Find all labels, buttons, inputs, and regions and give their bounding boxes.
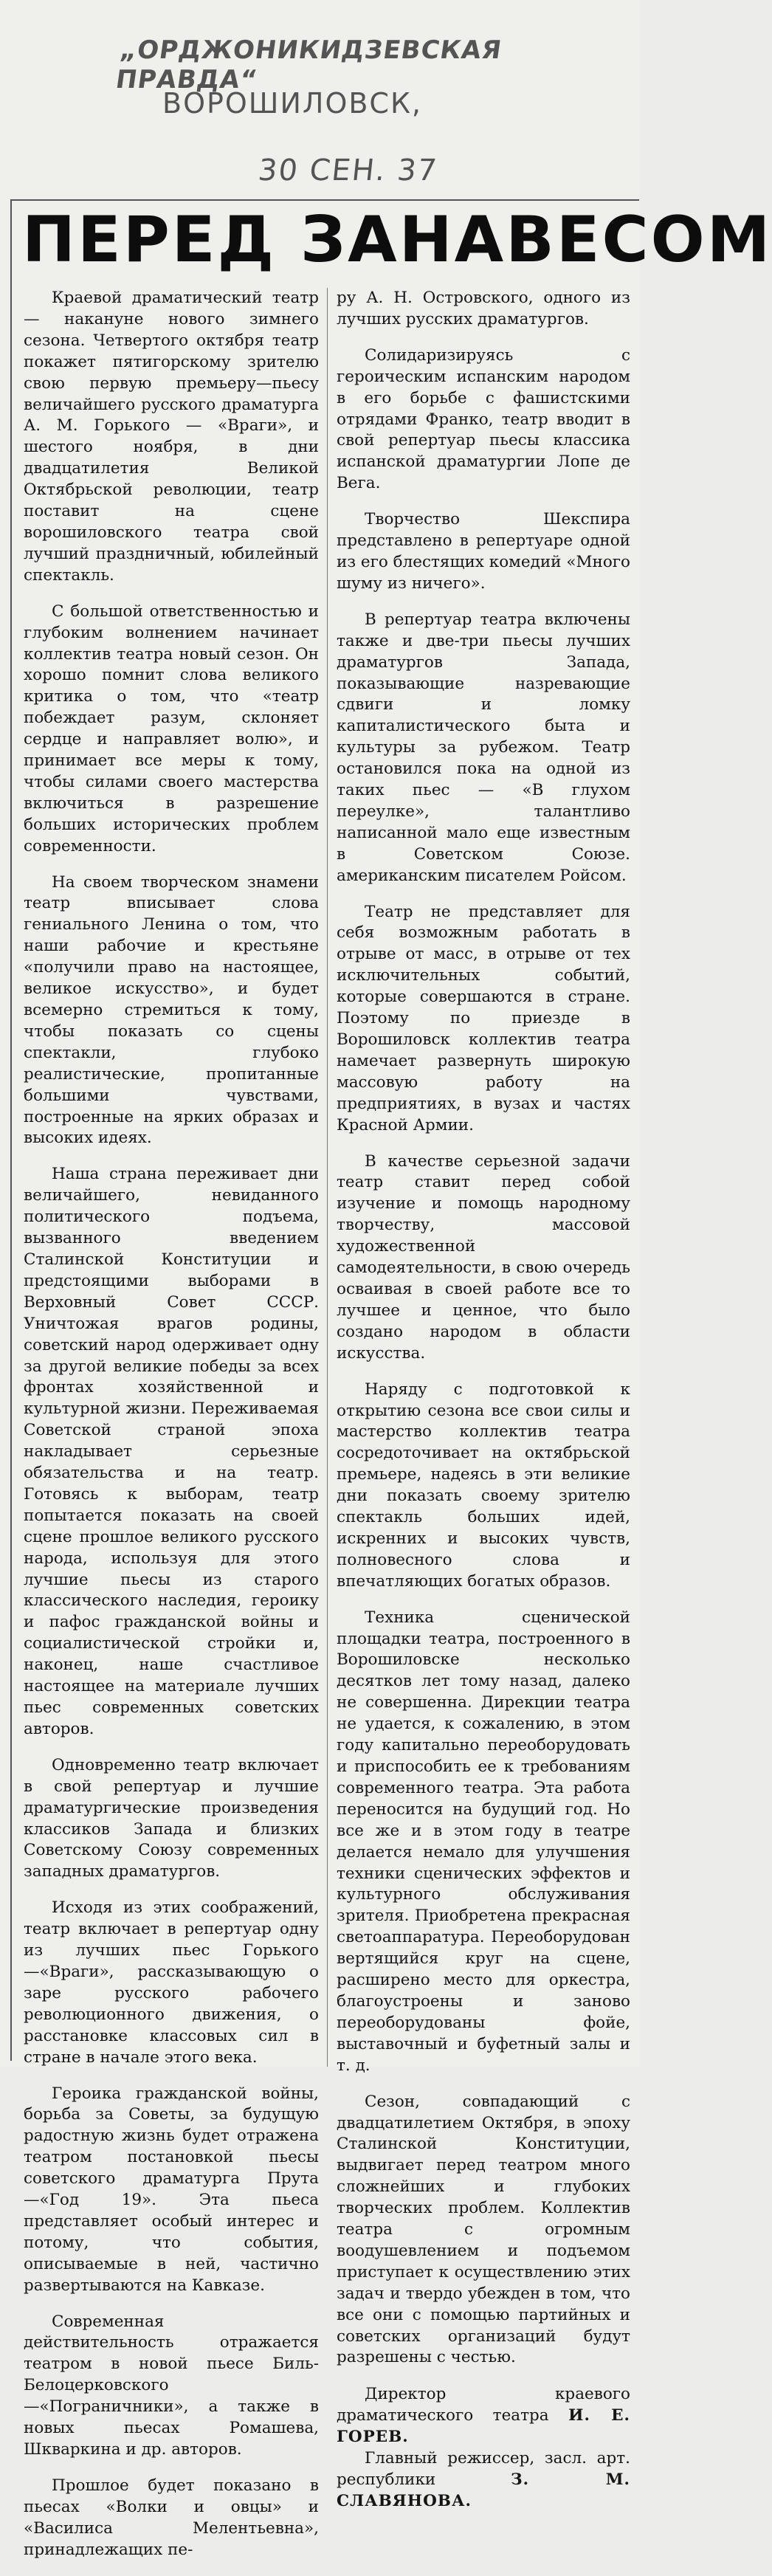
- paragraph: Героика гражданской войны, борьба за Советы, за будущую радостную жизнь будет отражена театром постановкой пьесы советского драматурга Прута—«Год 19». Эта пьеса представляет особый интерес и потому, что события, описываемые в ней, частично развертываются на Кавказе.: [24, 2084, 319, 2295]
- signature-block: [337, 2383, 630, 2512]
- paragraph: Современная действительность отражается театром в новой пьесе Биль-Белоцерковского—«Пограничники», а также в новых пьесах Ромашева, Шкваркина и др. авторов.: [24, 2312, 319, 2459]
- paragraph: ру А. Н. Островского, одного из лучших русских драматургов.: [337, 289, 630, 328]
- paragraph: Техника сценической площадки театра, построенного в Ворошиловске несколько десятков лет тому назад, далеко не совершенна. Дирекции театра не удается, к сожалению, в этом году капитально переоборудовать и приспособить ее к требованиям современного театра. Эта работа переносится на будущий год. Но все же и в этом году в театре делается немало для улучшения техники сценических эффектов и культурного обслуживания зрителя. Приобретена прекрасная светоаппаратура. Переоборудован вертящийся круг на сцене, расширено место для оркестра, благоустроены и заново переоборудованы фойе, выставочный и буфетный залы и т. д.: [337, 1608, 630, 2075]
- article-column-left: [24, 288, 319, 2576]
- paragraph: В качестве серьезной задачи театр ставит перед собой изучение и помощь народному творчеству, массовой художественной самодеятельности, в свою очередь осваивая в своей работе все то лучшее и ценное, что было создано народом в области искусства.: [337, 1151, 630, 1363]
- director-title: Директор краевого драматического театра: [337, 2385, 630, 2425]
- paragraph: Одновременно театр включает в свой репертуар и лучшие драматургические произведения классиков Запада и близких Советскому Союзу современных западных драматургов.: [24, 1755, 319, 1881]
- chief-director-name: З. М. СЛАВЯНОВА.: [337, 2470, 630, 2511]
- stamp-newspaper-name: „ОРДЖОНИКИДЗЕВСКАЯ ПРАВДА“: [114, 35, 504, 94]
- archive-stamp: [111, 28, 524, 198]
- paragraph: Солидаризируясь с героическим испанским народом в его борьбе с фашистскими отрядами Франко, театр вводит в свой репертуар пьесы классика испанской драматургии Лопе де Вега.: [337, 345, 630, 493]
- paragraph: Исходя из этих соображений, театр включает в репертуар одну из лучших пьес Горького—«Враги», рассказывающую о заре русского рабочего революционного движения, о расстановке классовых сил в стране в начале этого века.: [24, 1898, 319, 2067]
- paragraph: Сезон, совпадающий с двадцатилетием Октября, в эпоху Сталинской Конституции, выдвигает перед театром много сложнейших и глубоких творческих проблем. Коллектив театра с огромным воодушевлением и подъемом приступает к осуществлению этих задач и твердо убежден в том, что все они с помощью партийных и советских организаций будут разрешены с честью.: [337, 2092, 630, 2367]
- stamp-date: 30 СЕН. 37: [256, 154, 440, 187]
- paragraph: Театр не представляет для себя возможным работать в отрыве от масс, в отрыве от тех исключительных событий, которые совершаются в стране. Поэтому по приезде в Ворошиловск коллектив театра намечает развернуть широкую массовую работу на предприятиях, в вузах и частях Красной Армии.: [337, 902, 630, 1134]
- signature-chief-director: [337, 2448, 630, 2512]
- paragraph: В репертуар театра включены также и две-три пьесы лучших драматургов Запада, показывающие назревающие сдвиги и ломку капиталистического быта и культуры за рубежом. Театр остановился пока на одной из таких пьес — «В глухом переулке», талантливо написанной мало еще известным в Советском Союзе. американским писателем Ройсом.: [337, 610, 630, 885]
- chief-director-title: Главный режиссер, засл. арт. республики: [337, 2449, 630, 2490]
- paragraph: С большой ответственностью и глубоким волнением начинает коллектив театра новый сезон. Он хорошо помнит слова великого критика о том, что «театр побеждает разум, склоняет сердце и направляет волю», и принимает все меры к тому, чтобы силами своего мастерства включиться в разрешение больших исторических проблем современности.: [24, 602, 319, 855]
- article-headline: ПЕРЕД ЗАНАВЕСОМ: [22, 203, 772, 277]
- paragraph: Краевой драматический театр — накануне нового зимнего сезона. Четвертого октября театр покажет пятигорскому зрителю свою первую премьеру—пьесу величайшего русского драматурга А. М. Горького — «Враги», и шестого ноября, в дни двадцатилетия Великой Октябрьской революции, театр поставит на сцене ворошиловского театра свой лучший праздничный, юбилейный спектакль.: [24, 289, 319, 585]
- director-name: И. Е. ГОРЕВ.: [337, 2406, 630, 2447]
- signature-director: [337, 2383, 630, 2448]
- paragraph: На своем творческом знамени театр вписывает слова гениального Ленина о том, что наши рабочие и крестьяне «получили право на настоящее, великое искусство», и будет всемерно стремиться к тому, чтобы показать со сцены спектакли, глубоко реалистические, пропитанные большими чувствами, построенные на ярких образах и высоких идеях.: [24, 872, 319, 1148]
- column-divider: [327, 288, 328, 2067]
- stamp-city: ВОРОШИЛОВСК,: [162, 87, 423, 120]
- article-column-right: [337, 288, 630, 2512]
- paragraph: Наряду с подготовкой к открытию сезона все свои силы и мастерство коллектив театра сосредоточивает на октябрьской премьере, надеясь в эти великие дни показать своему зрителю спектакль больших идей, искренних и высоких чувств, полновесного слова и впечатляющих богатых образов.: [337, 1380, 630, 1591]
- paragraph: Прошлое будет показано в пьесах «Волки и овцы» и «Василиса Мелентьевна», принадлежащих пе-: [24, 2476, 319, 2559]
- paragraph: Творчество Шекспира представлено в репертуаре одной из его блестящих комедий «Много шуму из ничего».: [337, 510, 630, 593]
- paragraph: Наша страна переживает дни величайшего, невиданного политического подъема, вызванного введением Сталинской Конституции и предстоящими выборами в Верховный Совет СССР. Уничтожая врагов родины, советский народ одерживает одну за другой великие победы за всех фронтах хозяйственной и культурной жизни. Переживаемая Советской страной эпоха накладывает серьезные обязательства и на театр. Готовясь к выборам, театр попытается показать на своей сцене прошлое великого русского народа, используя для этого лучшие пьесы из старого классического наследия, героику и пафос гражданской войны и социалистической стройки и, наконец, наше счастливое настоящее на материале лучших пьес современных советских авторов.: [24, 1165, 319, 1738]
